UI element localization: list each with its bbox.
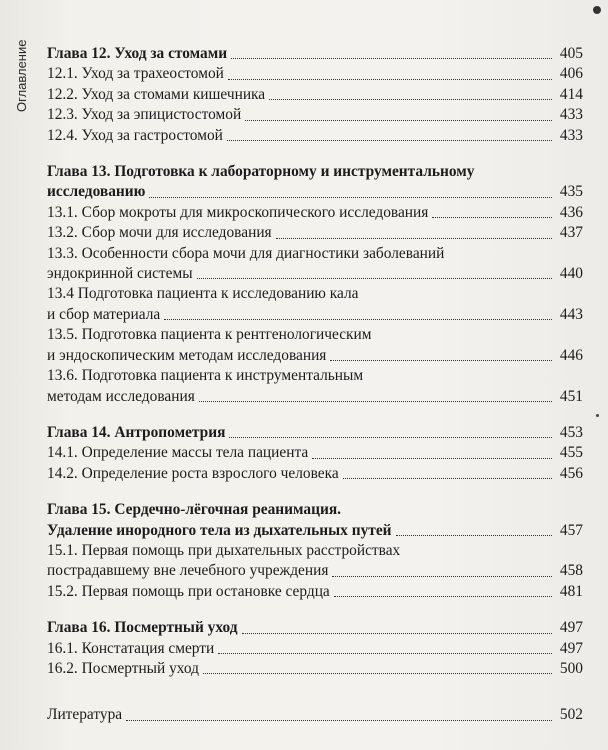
leader-dots xyxy=(197,278,552,279)
toc-section-15-2[interactable] xyxy=(47,582,583,602)
toc-page-number: 500 xyxy=(559,659,583,677)
toc-page-number: 458 xyxy=(559,562,583,580)
toc-page-number: 446 xyxy=(559,346,583,364)
toc-page-number: 497 xyxy=(559,639,583,657)
toc-page-number: 433 xyxy=(559,126,583,144)
toc-entry-title: 12.3. Уход за эпицистостомой xyxy=(47,106,242,124)
toc-section-13-4[interactable] xyxy=(47,305,583,325)
leader-dots xyxy=(164,319,552,320)
toc-chapter-14[interactable] xyxy=(47,423,583,443)
table-of-contents xyxy=(47,44,583,726)
leader-dots xyxy=(227,140,552,141)
toc-section-13-1[interactable] xyxy=(47,203,583,223)
leader-dots xyxy=(396,535,552,536)
leader-dots xyxy=(330,360,552,361)
leader-dots xyxy=(332,576,552,577)
toc-section-15-1-line-1: 15.1. Первая помощь при дыхательных расстройствах xyxy=(47,541,401,559)
toc-section-12-4[interactable] xyxy=(47,126,583,146)
toc-section-12-1[interactable] xyxy=(47,64,583,84)
toc-entry-title: и сбор материала xyxy=(47,305,161,323)
toc-page-number: 455 xyxy=(559,444,583,462)
toc-section-13-2[interactable] xyxy=(47,223,583,243)
toc-entry-title: Глава 14. Антропометрия xyxy=(47,423,226,441)
toc-chapter-15[interactable] xyxy=(47,521,583,541)
toc-page-number: 433 xyxy=(559,106,583,124)
toc-chapter-13[interactable] xyxy=(47,182,583,202)
toc-chapter-16[interactable] xyxy=(47,618,583,638)
toc-section-13-3[interactable] xyxy=(47,264,583,284)
toc-entry-title: 14.1. Определение массы тела пациента xyxy=(47,444,309,462)
toc-entry-title: и эндоскопическим методам исследования xyxy=(47,346,327,364)
toc-section-13-6[interactable] xyxy=(47,387,583,407)
toc-entry-title: Глава 12. Уход за стомами xyxy=(47,45,228,62)
toc-entry-title: 15.2. Первая помощь при остановке сердца xyxy=(47,582,330,600)
leader-dots xyxy=(334,596,552,597)
toc-section-13-5-line-1: 13.5. Подготовка пациента к рентгенологическим xyxy=(47,326,372,344)
toc-section-14-1[interactable] xyxy=(47,443,583,463)
leader-dots xyxy=(269,99,552,100)
leader-dots xyxy=(218,653,552,654)
toc-entry-title: 16.2. Посмертный уход xyxy=(47,659,199,677)
toc-entry-title: 12.1. Уход за трахеостомой xyxy=(47,65,224,83)
leader-dots xyxy=(149,197,552,198)
toc-chapter-12[interactable] xyxy=(47,44,583,64)
toc-entry-title: 13.1. Сбор мокроты для микроскопического исследования xyxy=(47,203,429,221)
toc-page-number: 497 xyxy=(559,619,583,637)
toc-page-number: 414 xyxy=(559,85,583,103)
toc-entry-title: Удаление инородного тела из дыхательных путей xyxy=(47,521,392,539)
toc-section-13-5[interactable] xyxy=(47,346,583,366)
leader-dots xyxy=(229,437,552,438)
side-running-head: Оглавление xyxy=(14,40,29,113)
toc-entry-title: пострадавшему вне лечебного учреждения xyxy=(47,562,329,580)
toc-page-number: 457 xyxy=(559,521,583,539)
leader-dots xyxy=(312,458,552,459)
leader-dots xyxy=(199,401,552,402)
leader-dots xyxy=(276,238,552,239)
toc-entry-title: 13.2. Сбор мочи для исследования xyxy=(47,224,272,242)
toc-section-16-2[interactable] xyxy=(47,659,583,679)
toc-page-number: 456 xyxy=(559,464,583,482)
toc-page-number: 405 xyxy=(559,45,583,62)
toc-chapter-13-line-1: Глава 13. Подготовка к лабораторному и инструментальному xyxy=(47,163,475,181)
toc-page-number: 502 xyxy=(559,706,583,724)
leader-dots xyxy=(343,478,552,479)
toc-section-14-2[interactable] xyxy=(47,464,583,484)
leader-dots xyxy=(231,58,552,59)
toc-section-13-3-line-1: 13.3. Особенности сбора мочи для диагностики заболеваний xyxy=(47,244,445,262)
toc-section-12-3[interactable] xyxy=(47,105,583,125)
leader-dots xyxy=(245,120,552,121)
leader-dots xyxy=(203,673,552,674)
toc-page-number: 406 xyxy=(559,65,583,83)
leader-dots xyxy=(228,79,552,80)
leader-dots xyxy=(126,720,552,721)
toc-page-number: 437 xyxy=(559,224,583,242)
toc-section-13-6-line-1: 13.6. Подготовка пациента к инструментальным xyxy=(47,367,364,385)
toc-chapter-15-line-1: Глава 15. Сердечно-лёгочная реанимация. xyxy=(47,501,342,519)
toc-section-15-1[interactable] xyxy=(47,561,583,581)
toc-section-13-4-line-1: 13.4 Подготовка пациента к исследованию кала xyxy=(47,285,359,303)
corner-mark xyxy=(593,6,601,14)
toc-page-number: 436 xyxy=(559,203,583,221)
toc-page-number: 451 xyxy=(559,387,583,405)
leader-dots xyxy=(242,633,553,634)
toc-page-number: 435 xyxy=(559,183,583,201)
toc-entry-title: 12.4. Уход за гастростомой xyxy=(47,126,223,144)
toc-entry-title: методам исследования xyxy=(47,387,195,405)
toc-section-12-2[interactable] xyxy=(47,85,583,105)
toc-entry-title: эндокринной системы xyxy=(47,265,193,283)
toc-page-number: 481 xyxy=(559,582,583,600)
leader-dots xyxy=(432,217,552,218)
speck-mark xyxy=(596,414,599,417)
toc-entry-title: 16.1. Констатация смерти xyxy=(47,639,215,657)
toc-page-number: 440 xyxy=(559,265,583,283)
toc-page-number: 443 xyxy=(559,305,583,323)
toc-page-number: 453 xyxy=(559,423,583,441)
toc-entry-title: 14.2. Определение роста взрослого человека xyxy=(47,464,339,482)
toc-literature[interactable] xyxy=(47,705,583,725)
toc-entry-title: Глава 16. Посмертный уход xyxy=(47,619,238,637)
toc-entry-title: 12.2. Уход за стомами кишечника xyxy=(47,85,266,103)
toc-entry-title: Литература xyxy=(47,706,123,724)
toc-entry-title: исследованию xyxy=(47,183,146,201)
toc-section-16-1[interactable] xyxy=(47,639,583,659)
